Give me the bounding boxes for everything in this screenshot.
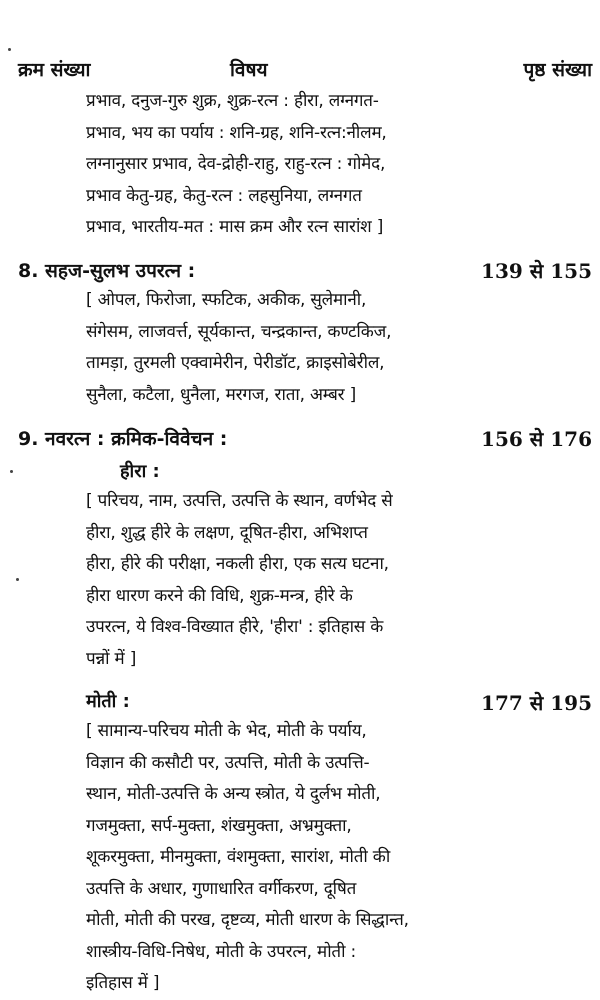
text-line: उत्पत्ति के अधार, गुणाधारित वर्गीकरण, दूषित xyxy=(86,878,357,899)
text-line: सुनैला, कटैला, धुनैला, मरगज, राता, अम्बर ] xyxy=(86,384,357,405)
speck-mark xyxy=(16,578,19,581)
section-8-title: 8. सहज-सुलभ उपरत्न : xyxy=(18,260,196,282)
text-line: हीरा, शुद्ध हीरे के लक्षण, दूषित-हीरा, अभिशप्त xyxy=(86,522,368,543)
text-line: शास्त्रीय-विधि-निषेध, मोती के उपरत्न, मोती : xyxy=(86,941,357,962)
text-line: गजमुक्ता, सर्प-मुक्ता, शंखमुक्ता, अभ्रमुक्ता, xyxy=(86,815,352,836)
text-line: पन्नों में ] xyxy=(86,648,137,669)
speck-mark xyxy=(8,48,11,51)
text-line: मोती, मोती की परख, दृष्टव्य, मोती धारण के सिद्धान्त, xyxy=(86,910,409,930)
text-line: हीरा धारण करने की विधि, शुक्र-मन्त्र, हीरे के xyxy=(86,585,353,606)
section-8-description xyxy=(86,285,391,411)
section-8-pages: 139 से 155 xyxy=(481,259,592,283)
continuation-entry-text xyxy=(86,86,387,244)
text-line: उपरत्न, ये विश्व-विख्यात हीरे, 'हीरा' : इतिहास के xyxy=(86,617,384,637)
text-line: प्रभाव, भारतीय-मत : मास क्रम और रत्न सारांश ] xyxy=(86,217,384,237)
header-serial-number: क्रम संख्या xyxy=(18,59,91,81)
section-9-title: 9. नवरत्न : क्रमिक-विवेचन : xyxy=(18,428,228,450)
text-line: इतिहास में ] xyxy=(86,973,160,993)
text-line: हीरा, हीरे की परीक्षा, नकली हीरा, एक सत्य घटना, xyxy=(86,554,389,574)
text-line: शूकरमुक्ता, मीनमुक्ता, वंशमुक्ता, सारांश, मोती की xyxy=(86,847,391,867)
text-line: प्रभाव केतु-ग्रह, केतु-रत्न : लहसुनिया, लग्नगत xyxy=(86,185,362,206)
header-page-number: पृष्ठ संख्या xyxy=(523,59,592,81)
text-line: [ सामान्य-परिचय मोती के भेद, मोती के पर्याय, xyxy=(86,721,367,741)
subsection-diamond-title: हीरा : xyxy=(120,461,160,482)
text-line: प्रभाव, दनुज-गुरु शुक्र, शुक्र-रत्न : हीरा, लग्नगत- xyxy=(86,91,379,111)
text-line: विज्ञान की कसौटी पर, उत्पत्ति, मोती के उत्पत्ति- xyxy=(86,752,370,773)
text-line: तामड़ा, तुरमली एक्वामेरीन, पेरीडॉट, क्राइसोबेरील, xyxy=(86,353,385,373)
subsection-pearl-pages: 177 से 195 xyxy=(481,691,592,715)
speck-mark xyxy=(10,470,13,473)
header-subject: विषय xyxy=(230,59,268,81)
text-line: [ ओपल, फिरोजा, स्फटिक, अकीक, सुलेमानी, xyxy=(86,290,367,310)
text-line: प्रभाव, भय का पर्याय : शनि-ग्रह, शनि-रत्न:नीलम, xyxy=(86,122,387,143)
text-line: [ परिचय, नाम, उत्पत्ति, उत्पत्ति के स्थान, वर्णभेद से xyxy=(86,491,393,511)
section-9-pages: 156 से 176 xyxy=(481,427,592,451)
subsection-pearl-title: मोती : xyxy=(86,691,130,712)
subsection-diamond-description xyxy=(86,486,393,675)
text-line: स्थान, मोती-उत्पत्ति के अन्य स्त्रोत, ये दुर्लभ मोती, xyxy=(86,784,381,804)
text-line: संगेसम, लाजवर्त्त, सूर्यकान्त, चन्द्रकान्त, कण्टकिज, xyxy=(86,321,392,342)
text-line: लग्नानुसार प्रभाव, देव-द्रोही-राहु, राहु-रत्न : गोमेद, xyxy=(86,154,386,174)
subsection-pearl-description xyxy=(86,716,409,1000)
